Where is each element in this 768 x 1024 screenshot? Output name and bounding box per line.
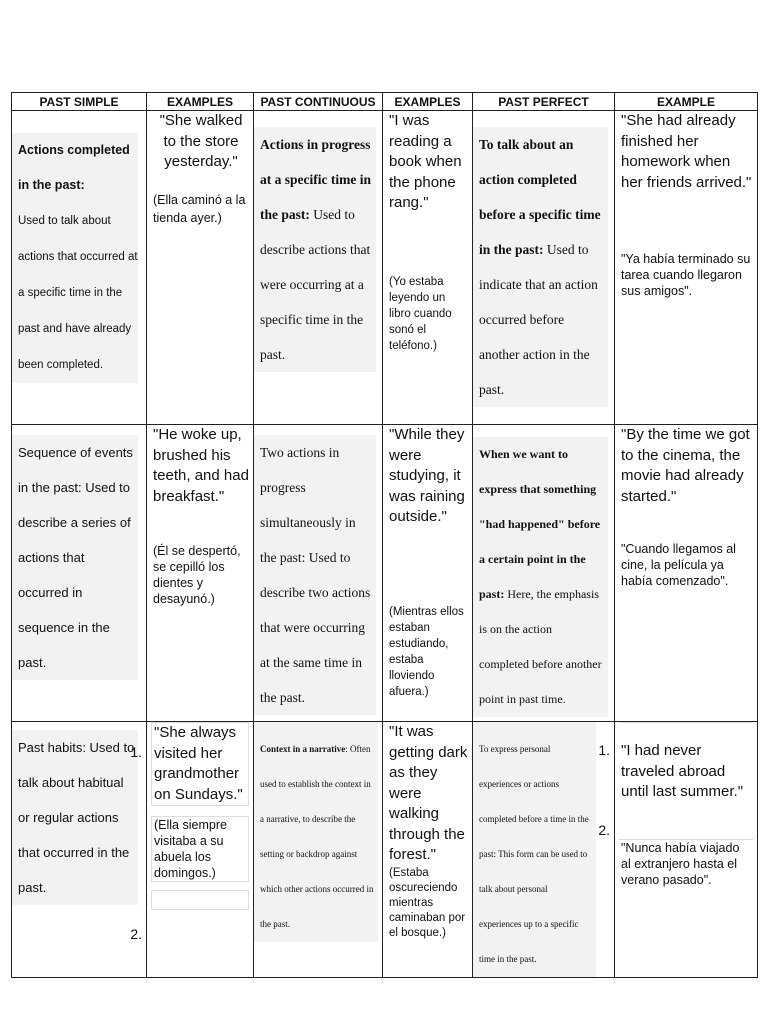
- perfect-def-text: Here, the emphasis is on the action completed before another point in past time.: [479, 587, 602, 706]
- header-example-3: EXAMPLE: [615, 93, 758, 111]
- continuous-example-sentence: "While they were studying, it was raining outside.": [389, 426, 465, 525]
- tenses-table: [11, 92, 758, 978]
- cell-simple-example: [147, 111, 254, 425]
- cell-continuous-def: [254, 425, 383, 722]
- simple-example-sentence: "He woke up, brushed his teeth, and had breakfast.": [153, 426, 249, 505]
- cell-perfect-def: [473, 722, 615, 978]
- cell-continuous-def: [254, 722, 383, 978]
- header-past-continuous: PAST CONTINUOUS: [254, 93, 383, 111]
- header-row: [12, 93, 758, 111]
- perfect-example-translation: "Cuando llegamos al cine, la película ya había comenzado".: [621, 542, 736, 588]
- cell-perfect-def: [473, 111, 615, 425]
- continuous-example-translation: (Yo estaba leyendo un libro cuando sonó el teléfono.): [389, 275, 452, 352]
- list-number: 2.: [598, 822, 610, 838]
- simple-example-translation: (Ella caminó a la tienda ayer.): [153, 192, 246, 225]
- header-examples-1: EXAMPLES: [147, 93, 254, 111]
- table-row: [12, 425, 758, 722]
- simple-def-text: Past habits: Used to talk about habitual or regular actions that occurred in the past.: [12, 730, 138, 905]
- continuous-example-sentence: "I was reading a book when the phone rang.": [389, 112, 462, 211]
- perfect-def-text: To express personal experiences or actions completed before a time in the past: This form can be used to talk about personal experiences up to a specific time in the past.: [473, 722, 596, 977]
- header-examples-2: EXAMPLES: [383, 93, 473, 111]
- continuous-def-heading: Context in a narrative: [260, 744, 346, 754]
- cell-simple-def: [12, 425, 147, 722]
- cell-continuous-example: [383, 425, 473, 722]
- perfect-def-heading: To talk about an action completed before a specific time in the past:: [479, 137, 601, 257]
- simple-def-heading: Actions completed in the past:: [18, 143, 130, 192]
- simple-example-sentence: "She always visited her grandmother on Sundays.": [151, 722, 249, 806]
- cell-continuous-example: [383, 722, 473, 978]
- cell-simple-def: [12, 111, 147, 425]
- table-row: [12, 111, 758, 425]
- perfect-example-sentence: "By the time we got to the cinema, the movie had already started.": [621, 426, 750, 505]
- continuous-def-heading: Actions in progress at a specific time in the past:: [260, 137, 371, 222]
- header-past-simple: PAST SIMPLE: [12, 93, 147, 111]
- perfect-def-heading: When we want to express that something "had happened" before a certain point in the past:: [479, 447, 601, 601]
- perfect-example-sentence: "I had never traveled abroad until last summer.": [619, 722, 753, 803]
- header-past-perfect: PAST PERFECT: [473, 93, 615, 111]
- empty-box: [151, 890, 249, 910]
- simple-def-text: Used to talk about actions that occurred at a specific time in the past and have already been completed.: [18, 215, 138, 371]
- continuous-def-text: Two actions in progress simultaneously in the past: Used to describe two actions that were occurring at the same time in the past.: [254, 435, 376, 715]
- continuous-example-translation: (Mientras ellos estaban estudiando, estaba lloviendo afuera.): [389, 605, 464, 698]
- table-row: [12, 722, 758, 978]
- simple-example-sentence: "She walked to the store yesterday.": [159, 112, 243, 170]
- cell-continuous-example: [383, 111, 473, 425]
- cell-simple-def: [12, 722, 147, 978]
- continuous-example-translation: (Estaba oscureciendo mientras caminaban por el bosque.): [389, 866, 466, 939]
- cell-perfect-def: [473, 425, 615, 722]
- simple-def-text: Sequence of events in the past: Used to describe a series of actions that occurred in sequence in the past.: [12, 435, 138, 680]
- simple-example-translation: (Ella siempre visitaba a su abuela los domingos.): [151, 816, 249, 882]
- perfect-example-translation: "Nunca había viajado al extranjero hasta el verano pasado".: [619, 839, 753, 888]
- cell-perfect-example: [615, 722, 758, 978]
- perfect-example-sentence: "She had already finished her homework when her friends arrived.": [621, 112, 752, 191]
- list-number: 1.: [598, 742, 610, 758]
- simple-example-translation: (Él se despertó, se cepilló los dientes y desayunó.): [153, 544, 241, 606]
- continuous-example-sentence: "It was getting dark as they were walking through the forest.": [389, 723, 468, 863]
- list-number: 2.: [130, 926, 142, 942]
- perfect-def-text: Used to indicate that an action occurred before another action in the past.: [479, 242, 598, 397]
- continuous-def-text: Used to describe actions that were occurring at a specific time in the past.: [260, 207, 371, 362]
- list-number: 1.: [130, 744, 142, 760]
- cell-simple-example: [147, 425, 254, 722]
- perfect-example-translation: "Ya había terminado su tarea cuando llegaron sus amigos".: [621, 252, 751, 298]
- continuous-def-text: : Often used to establish the context in a narrative, to describe the setting or backdrop against which other actions occurred in the past.: [260, 744, 374, 929]
- cell-perfect-example: [615, 111, 758, 425]
- cell-perfect-example: [615, 425, 758, 722]
- cell-simple-example: [147, 722, 254, 978]
- cell-continuous-def: [254, 111, 383, 425]
